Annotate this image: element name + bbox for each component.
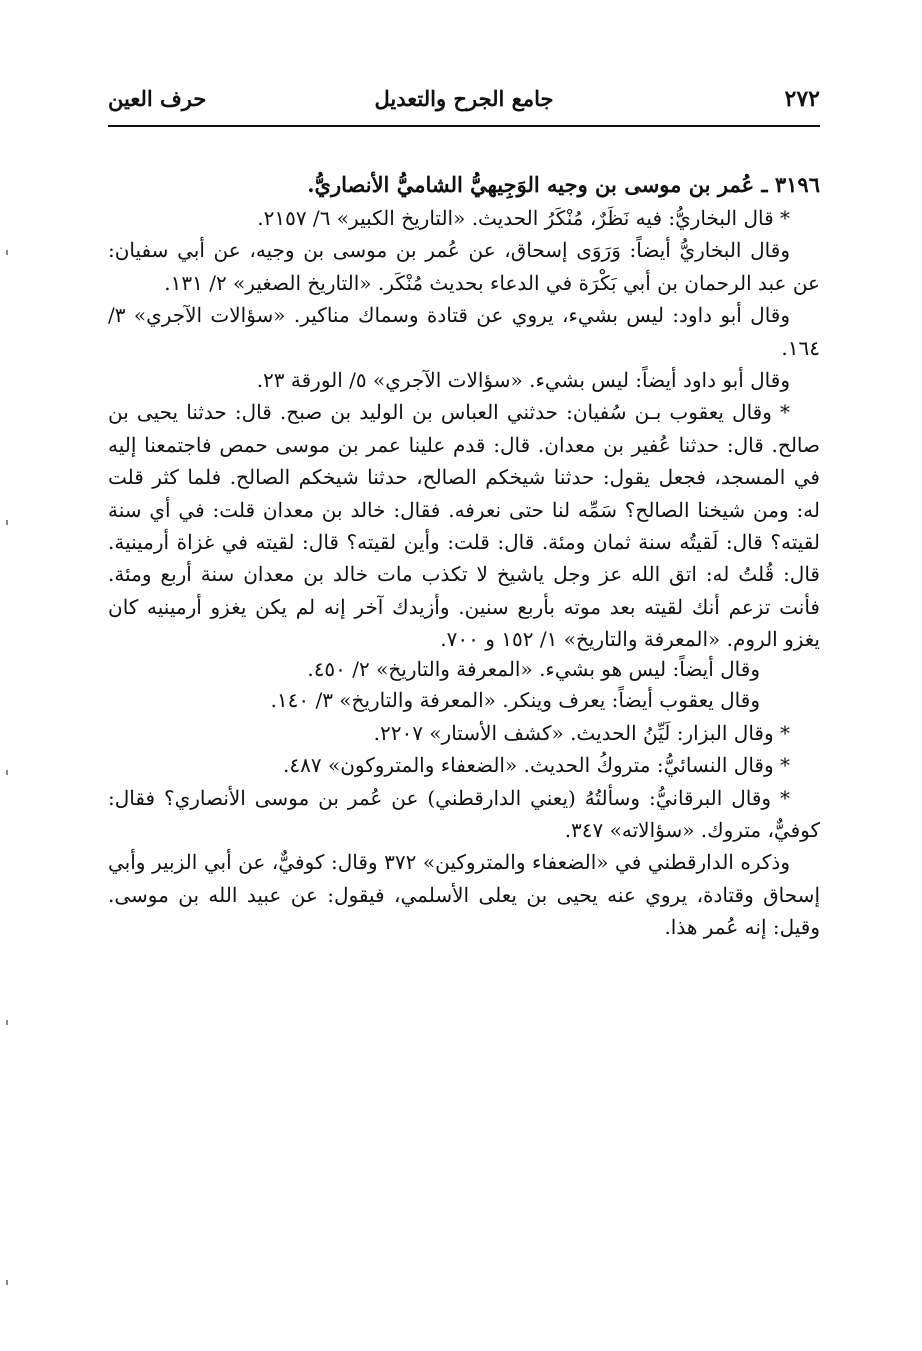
book-title: جامع الجرح والتعديل	[374, 86, 554, 111]
scan-mark	[6, 1020, 8, 1025]
paragraph-daraqutni: وذكره الدارقطني في «الضعفاء والمتروكين» ٣٧٢ وقال: كوفيٌّ، عن أبي الزبير وأبي إسحاق وقتادة، يروي عنه يحيى بن يعلى الأسلمي، فيقول: عن عبيد الله بن موسى. وقيل: إنه عُمر هذا.	[108, 850, 820, 940]
scan-mark	[6, 770, 8, 775]
paragraph-abu-dawud-2: وقال أبو داود أيضاً: ليس بشيء. «سؤالات الآجري» ٥/ الورقة ٢٣.	[256, 367, 790, 392]
section-title: حرف العين	[108, 86, 207, 111]
paragraph-abu-dawud-1: وقال أبو داود: ليس بشيء، يروي عن قتادة وسماك مناكير. «سؤالات الآجري» ٣/ ١٦٤.	[108, 303, 820, 360]
scan-mark	[6, 1280, 8, 1285]
paragraph-yaqub-story: * وقال يعقوب بـن سُفيان: حدثني العباس بن الوليد بن صبح. قال: حدثنا يحيى بن صالح. قال: حدثنا عُفير بن معدان. قال: قدم علينا عمر بن موسى حمص فاجتمعنا إليه في المسجد، فجعل يقول: حدثنا شيخكم الصالح، حدثنا شيخكم الصالح. فلما كثر قلت له: ومن شيخنا الصالح؟ سَمِّه لنا حتى نعرفه. فقال: خالد بن معدان قلت: في أي سنة لقيته؟ قال: لَقيتُه سنة ثمان ومئة. قال: قلت: وأين لقيته؟ قال: لقيته في غزاة أرمينية. قال: قُلتُ له: اتق الله عز وجل ياشيخ لا تكذب مات خالد بن معدان سنة أربع ومئة. فأنت تزعم أنك لقيته بعد موته بأربع سنين. وأزيدك آخر إنه لم يكن يغزو أرمينيه كان يغزو الروم. «المعرفة والتاريخ» ١/ ١٥٢ و ٧٠٠.	[108, 400, 820, 652]
paragraph-bukhari-1: * قال البخاريُّ: فيه نَظَرٌ، مُنْكَرُ الحديث. «التاريخ الكبير» ٦/ ٢١٥٧.	[257, 206, 790, 231]
entry-title: ٣١٩٦ ـ عُمر بن موسى بن وجيه الوَجِيهيُّ الشاميُّ الأنصاريُّ.	[307, 172, 820, 197]
scan-mark	[6, 520, 8, 525]
paragraph-nasai: * وقال النسائيُّ: متروكُ الحديث. «الضعفاء والمتروكون» ٤٨٧.	[283, 753, 790, 778]
page-body	[108, 168, 820, 944]
paragraph-bukhari-2: وقال البخاريُّ أيضاً: وَرَوَى إسحاق، عن عُمر بن موسى بن وجيه، عن أبي سفيان: عن عبد الرحمان بن أبي بَكْرَة في الدعاء بحديث مُنْكَر. «التاريخ الصغير» ٢/ ١٣١.	[108, 238, 820, 295]
paragraph-barqani: * وقال البرقانيُّ: وسألتُهُ (يعني الدارقطني) عن عُمر بن موسى الأنصاري؟ فقال: كوفيٌّ، متروك. «سؤالاته» ٣٤٧.	[108, 785, 820, 843]
scan-mark	[6, 250, 8, 255]
page-header	[108, 80, 820, 120]
paragraph-yaqub-3: وقال يعقوب أيضاً: يعرف وينكر. «المعرفة والتاريخ» ٣/ ١٤٠.	[270, 688, 760, 713]
page-number: ٢٧٢	[784, 86, 820, 112]
paragraph-yaqub-2: وقال أيضاً: ليس هو بشيء. «المعرفة والتاريخ» ٢/ ٤٥٠.	[307, 657, 760, 682]
header-rule	[108, 125, 820, 127]
paragraph-bazzar: * وقال البزار: لَيِّنُ الحديث. «كشف الأستار» ٢٢٠٧.	[373, 720, 790, 745]
